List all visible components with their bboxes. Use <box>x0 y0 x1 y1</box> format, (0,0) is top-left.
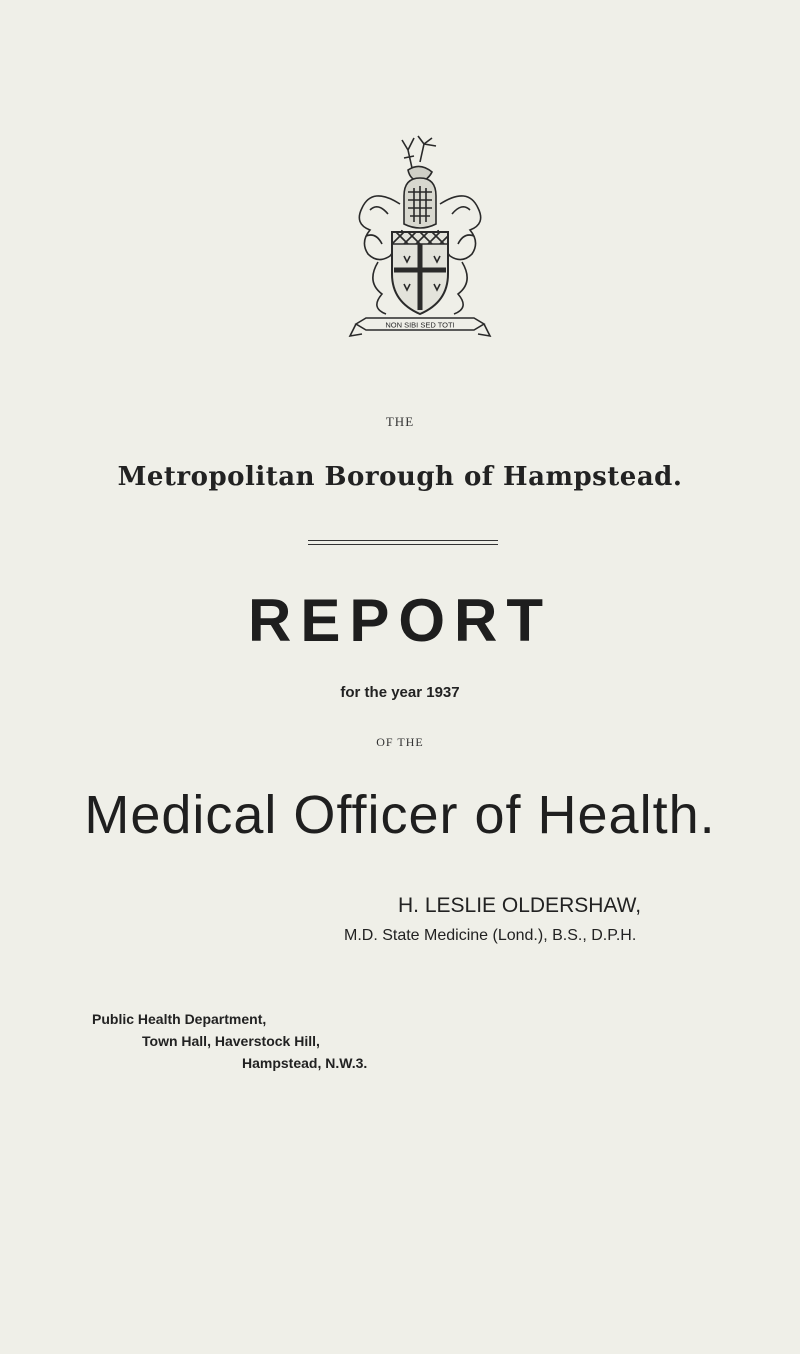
author-name: H. LESLIE OLDERSHAW, <box>398 894 642 917</box>
address-line: Hampstead, N.W.3. <box>242 1055 368 1071</box>
borough-title: Metropolitan Borough of Hampstead. <box>117 462 683 492</box>
year-line: for the year 1937 <box>340 684 460 701</box>
coat-of-arms-crest <box>348 132 492 344</box>
author-qualifications: M.D. State Medicine (Lond.), B.S., D.P.H. <box>344 927 637 944</box>
crest-motto: NON SIBI SED TOTI <box>385 320 455 330</box>
the-label: THE <box>385 414 415 429</box>
address-line: Town Hall, Haverstock Hill, <box>142 1033 320 1049</box>
divider-rule <box>308 544 498 545</box>
address-line: Public Health Department, <box>92 1011 267 1027</box>
divider-rule <box>308 540 498 541</box>
office-title: Medical Officer of Health. <box>84 785 716 845</box>
report-title: REPORT <box>247 587 553 654</box>
of-the-label: OF THE <box>376 735 424 749</box>
